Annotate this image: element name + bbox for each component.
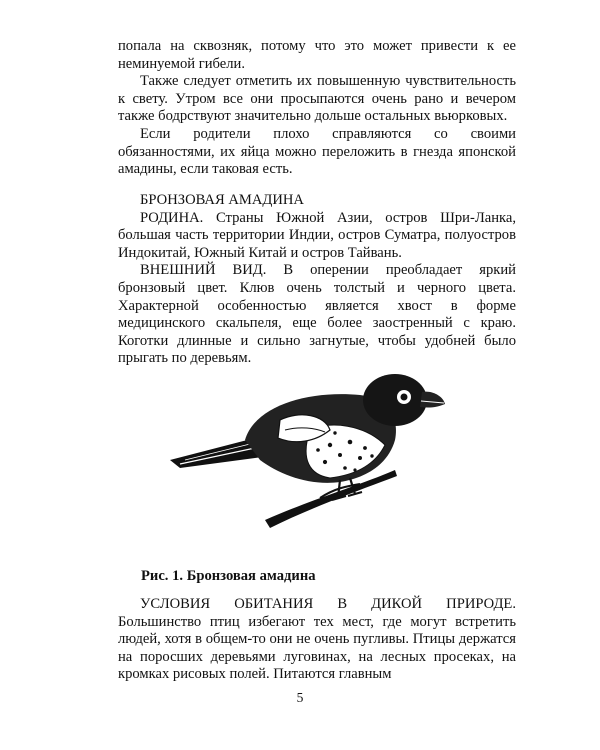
section-title: БРОНЗОВАЯ АМАДИНА bbox=[140, 192, 304, 208]
paragraph-continuation: попала на сквозняк, потому что это может привести к ее неминуемой гибели. bbox=[118, 38, 516, 72]
page-number: 5 bbox=[296, 690, 304, 705]
paragraph-homeland: РОДИНА. Страны Южной Азии, остров Шри-Ланка, большая часть территории Индии, остров Суматра, полуостров Индокитай, Южный Китай и остров Тайвань. bbox=[118, 209, 516, 261]
paragraph-appearance: ВНЕШНИЙ ВИД. В оперении преобладает яркий бронзовый цвет. Клюв очень толстый и черного цвета. Характерной особенностью является хвост в форме медицинского скальпеля, еще более заостренный с краю. Коготки длинные и сильно загнутые, чтобы удобней было прыгать по деревьям. bbox=[118, 262, 516, 367]
paragraph-habitat: УСЛОВИЯ ОБИТАНИЯ В ДИКОЙ ПРИРОДЕ. Большинство птиц избегают тех мест, где могут встретить людей, хотя в общем-то они не очень пугливы. Птицы держатся на поросших деревьями луговинах, на лесных просеках, на кромках рисовых полей. Питаются главным bbox=[118, 596, 516, 683]
habitat-block bbox=[118, 596, 516, 684]
paragraph-egg-transfer: Если родители плохо справляются со своими обязанностями, их яйца можно переложить в гнезда японской амадины, если таковая есть. bbox=[118, 125, 516, 178]
paragraph-light-sensitivity: Также следует отметить их повышенную чувствительность к свету. Утром все они просыпаются очень рано и вечером также бодрствуют значительно дольше остальных вьюрковых. bbox=[118, 73, 516, 125]
section-block bbox=[118, 192, 516, 368]
top-text-block bbox=[118, 38, 516, 179]
figure-caption: Рис. 1. Бронзовая амадина bbox=[141, 568, 316, 584]
bird-illustration bbox=[160, 360, 460, 540]
